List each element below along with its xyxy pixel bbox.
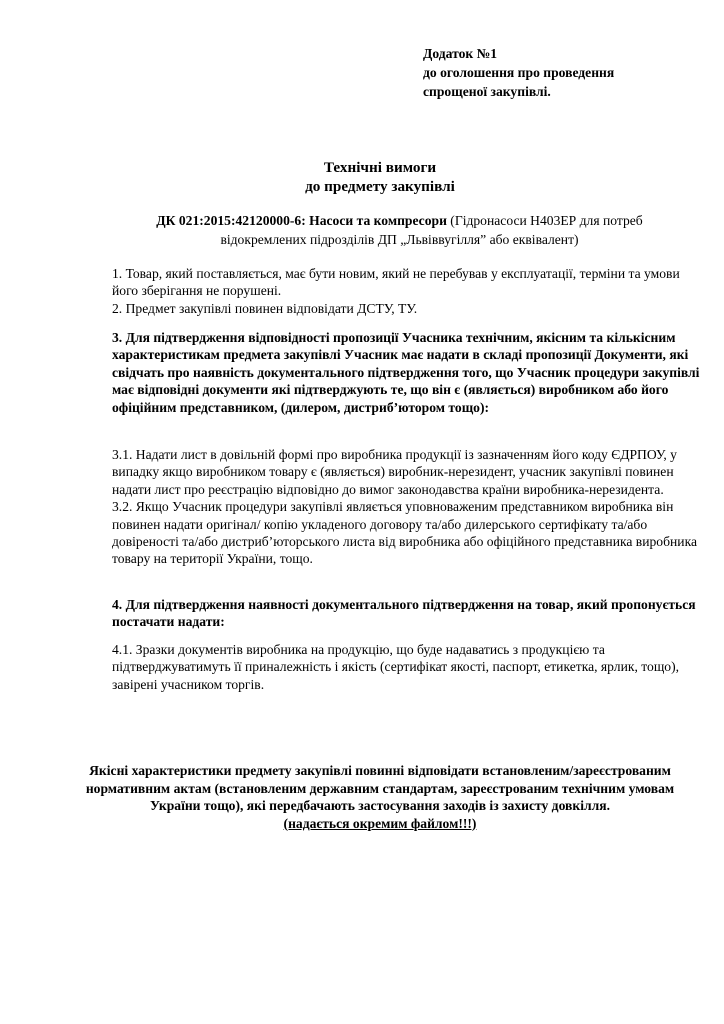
requirement-3-1: 3.1. Надати лист в довільній формі про виробника продукції із зазначенням його коду ЄДРПОУ, у випадку якщо виробником товару є (являється) виробник-нерезидент, учасник закупівлі повинен надати лист про реєстрацію відповідно до вимог законодавства країни виробника-нерезидента. xyxy=(112,447,677,497)
dk-code: ДК 021:2015:42120000-6: Насоси та компресори xyxy=(156,213,447,228)
requirement-4-heading-text: 4. Для підтвердження наявності документального підтвердження на товар, який пропонується постачати надати: xyxy=(112,597,696,630)
requirement-2: 2. Предмет закупівлі повинен відповідати ДСТУ, ТУ. xyxy=(112,300,418,316)
dk-description: (Гідронасоси Н403ЕР для потреб відокремлених підрозділів ДП „Львіввугілля” або еквівалент) xyxy=(220,213,643,247)
requirements-4-sub xyxy=(112,641,702,693)
requirement-4-1: 4.1. Зразки документів виробника на продукцію, що буде надаватись з продукцією та підтверджуватимуть її приналежність і якість (сертифікат якості, паспорт, етикетка, ярлик, тощо), завірені учасником торгів. xyxy=(112,642,680,692)
quality-statement xyxy=(60,762,700,832)
requirement-4-heading xyxy=(112,596,702,631)
dk-code-line xyxy=(112,211,687,249)
title-line-1: Технічні вимоги xyxy=(323,159,437,176)
annex-line-1: Додаток №1 xyxy=(423,46,498,61)
requirement-3-heading xyxy=(112,329,702,416)
title-line-2: до предмету закупівлі xyxy=(305,178,455,195)
annex-line-3: спрощеної закупівлі. xyxy=(423,84,551,99)
separate-file-note: (надається окремим файлом!!!) xyxy=(283,815,477,831)
quality-statement-text: Якісні характеристики предмету закупівлі повинні відповідати встановленим/зареєстрованим нормативним актам (встановленим державним стандартам, зареєстрованим технічним умовам України тощо), які передбачають застосування заходів із захисту довкілля. xyxy=(85,763,675,814)
requirement-3-heading-text: 3. Для підтвердження відповідності пропозиції Учасника технічним, якісним та кількісним характеристикам предмета закупівлі Учасник має надати в складі пропозиції Документи, які свідчать про наявність документального підтвердження того, що Учасник процедури закупівлі має відповідні документи які підтверджують те, що він є (являється) виробником або його офіційним представником, (дилером, дистриб’ютором тощо): xyxy=(112,330,700,415)
annex-header xyxy=(423,44,713,101)
annex-line-2: до оголошення про проведення xyxy=(423,65,615,80)
requirements-3-sub xyxy=(112,446,702,568)
requirement-3-2: 3.2. Якщо Учасник процедури закупівлі являється уповноваженим представником виробника він повинен надати оригінал/ копію укладеного договору та/або дилерського сертифікату та/або довіреності та/або дистриб’юторського листа від виробника або офіційного представника виробника товару на території України, тощо. xyxy=(112,499,697,567)
requirement-1: 1. Товар, який поставляється, має бути новим, який не перебував у експлуатації, терміни та умови його зберігання не порушені. xyxy=(112,266,680,299)
document-title xyxy=(0,158,724,196)
requirements-1-2 xyxy=(112,265,702,317)
